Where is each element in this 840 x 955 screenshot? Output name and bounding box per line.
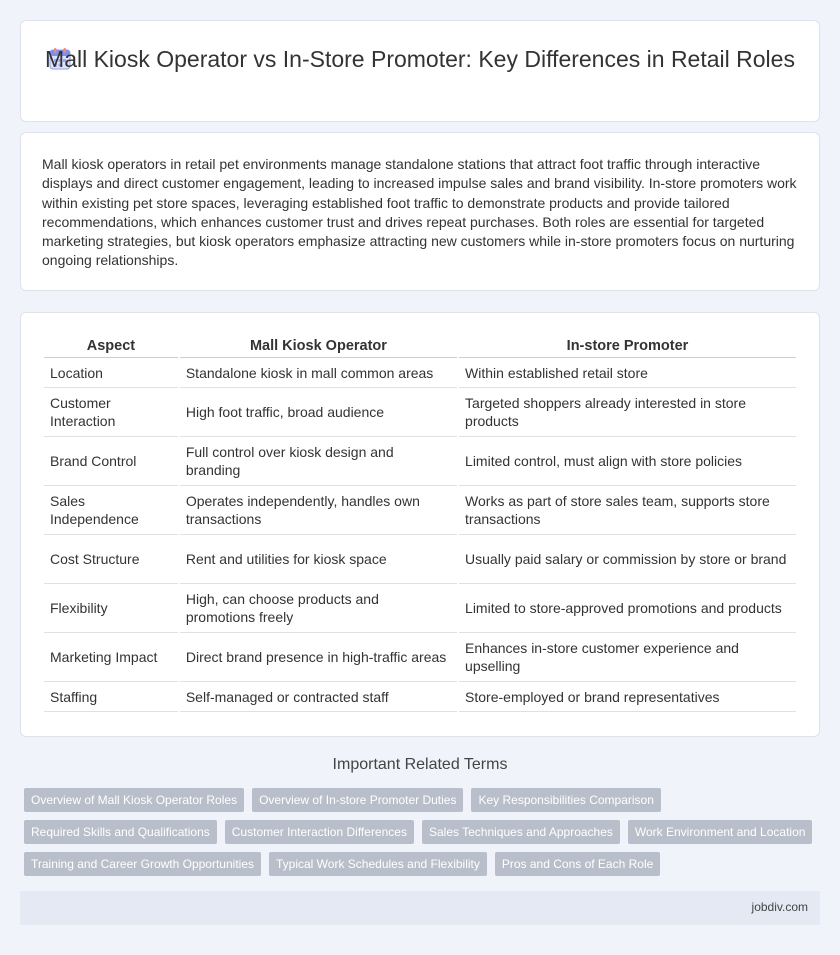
aspect-cell: Sales Independence	[44, 486, 178, 535]
header-in-store-promoter: In-store Promoter	[459, 335, 796, 358]
kiosk-cell: High foot traffic, broad audience	[180, 388, 457, 437]
table-header-row	[44, 335, 796, 358]
promoter-cell: Targeted shoppers already interested in store products	[459, 388, 796, 437]
tag-link[interactable]: Pros and Cons of Each Role	[495, 852, 660, 876]
related-terms-tags	[24, 788, 824, 884]
kiosk-cell: Self-managed or contracted staff	[180, 682, 457, 712]
promoter-cell: Store-employed or brand representatives	[459, 682, 796, 712]
intro-card	[20, 132, 820, 291]
tag-link[interactable]: Work Environment and Location	[628, 820, 813, 844]
table-row	[44, 437, 796, 486]
page-title: Mall Kiosk Operator vs In-Store Promoter: Key Differences in Retail Roles	[45, 46, 795, 72]
comparison-table-card	[20, 312, 820, 737]
header-kiosk-operator: Mall Kiosk Operator	[180, 335, 457, 358]
table-row	[44, 486, 796, 535]
tag-row	[24, 788, 824, 812]
table-row	[44, 535, 796, 584]
promoter-cell: Usually paid salary or commission by store or brand	[459, 535, 796, 584]
aspect-cell: Cost Structure	[44, 535, 178, 584]
aspect-cell: Location	[44, 358, 178, 388]
tag-link[interactable]: Overview of In-store Promoter Duties	[252, 788, 463, 812]
aspect-cell: Customer Interaction	[44, 388, 178, 437]
table-row	[44, 682, 796, 712]
table-row	[44, 358, 796, 388]
kiosk-cell: High, can choose products and promotions freely	[180, 584, 457, 633]
tag-link[interactable]: Key Responsibilities Comparison	[471, 788, 660, 812]
tag-link[interactable]: Required Skills and Qualifications	[24, 820, 217, 844]
header-aspect: Aspect	[44, 335, 178, 358]
tag-link[interactable]: Typical Work Schedules and Flexibility	[269, 852, 487, 876]
kiosk-cell: Direct brand presence in high-traffic areas	[180, 633, 457, 682]
promoter-cell: Limited control, must align with store policies	[459, 437, 796, 486]
kiosk-cell: Full control over kiosk design and branding	[180, 437, 457, 486]
tag-link[interactable]: Customer Interaction Differences	[225, 820, 414, 844]
promoter-cell: Enhances in-store customer experience and upselling	[459, 633, 796, 682]
aspect-cell: Marketing Impact	[44, 633, 178, 682]
tag-row	[24, 852, 824, 876]
intro-paragraph: Mall kiosk operators in retail pet environments manage standalone stations that attract foot traffic through interactive displays and direct customer engagement, leading to increased impulse sales and brand visibility. In-store promoters work within existing pet store spaces, leveraging established foot traffic to demonstrate products and provide tailored recommendations, which enhances customer trust and drives repeat purchases. Both roles are essential for targeted marketing strategies, but kiosk operators emphasize attracting new customers while in-store promoters focus on nurturing ongoing relationships.	[42, 156, 797, 269]
tag-link[interactable]: Training and Career Growth Opportunities	[24, 852, 261, 876]
table-row	[44, 388, 796, 437]
related-terms-heading: Important Related Terms	[332, 756, 508, 773]
title-card	[20, 20, 820, 122]
promoter-cell: Within established retail store	[459, 358, 796, 388]
table-row	[44, 584, 796, 633]
tag-link[interactable]: Sales Techniques and Approaches	[422, 820, 620, 844]
aspect-cell: Brand Control	[44, 437, 178, 486]
aspect-cell: Flexibility	[44, 584, 178, 633]
footer-site-link[interactable]: jobdiv.com	[751, 900, 808, 914]
footer	[20, 891, 820, 925]
kiosk-cell: Rent and utilities for kiosk space	[180, 535, 457, 584]
promoter-cell: Works as part of store sales team, supports store transactions	[459, 486, 796, 535]
kiosk-cell: Operates independently, handles own transactions	[180, 486, 457, 535]
comparison-table	[42, 335, 798, 712]
tag-link[interactable]: Overview of Mall Kiosk Operator Roles	[24, 788, 244, 812]
table-row	[44, 633, 796, 682]
aspect-cell: Staffing	[44, 682, 178, 712]
promoter-cell: Limited to store-approved promotions and products	[459, 584, 796, 633]
kiosk-cell: Standalone kiosk in mall common areas	[180, 358, 457, 388]
tag-row	[24, 820, 824, 844]
